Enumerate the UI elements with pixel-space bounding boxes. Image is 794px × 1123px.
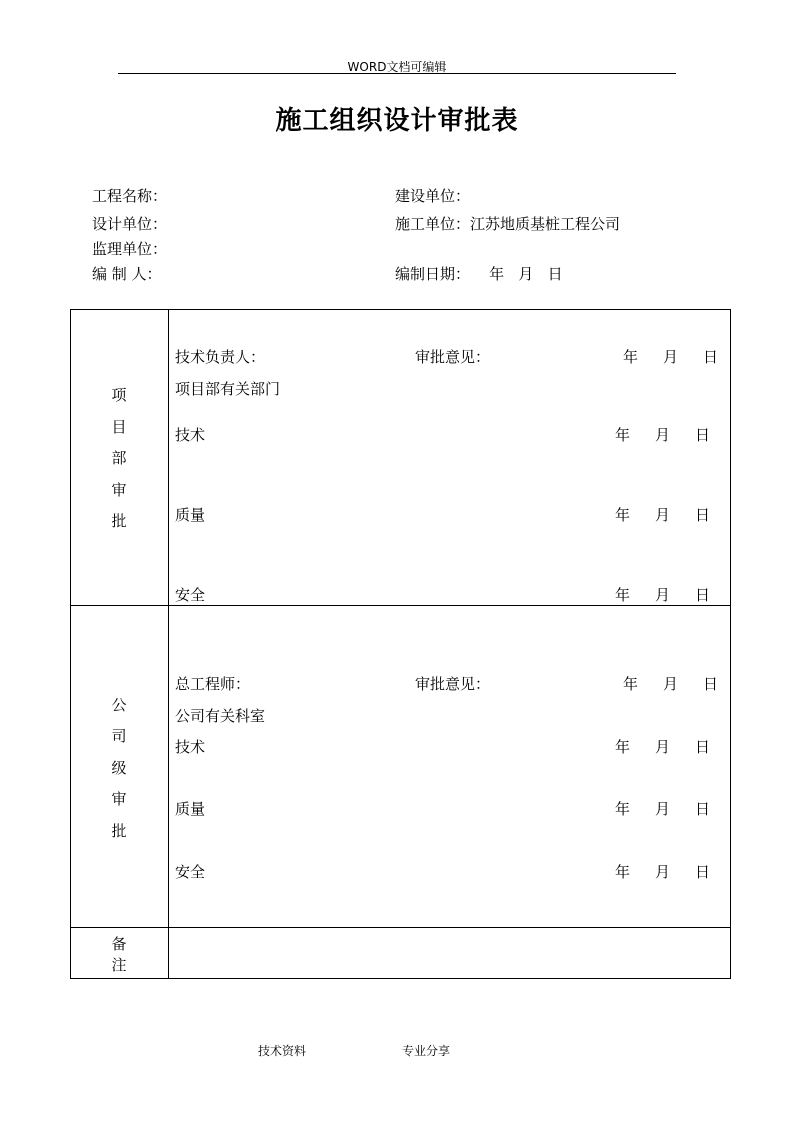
company-label-char: 公 [111, 696, 127, 714]
date-day: 日 [695, 800, 711, 818]
date-day: 日 [695, 863, 711, 881]
project-label-char: 审 [111, 481, 127, 499]
contractor-label: 施工单位：江苏地质基桩工程公司 [395, 215, 621, 233]
project-name-label: 工程名称： [92, 187, 168, 205]
date-year: 年 [623, 348, 639, 366]
project-row-tech: 技术 [175, 426, 206, 444]
approval-table [70, 309, 731, 979]
date-year: 年 [615, 800, 631, 818]
date-year: 年 [615, 586, 631, 604]
table-column-divider [168, 309, 169, 978]
project-tech-lead-label: 技术负责人： [175, 348, 266, 366]
project-label-char: 项 [111, 386, 127, 404]
prep-date-label: 编制日期： 年 月 日 [395, 265, 563, 283]
date-day: 日 [703, 348, 719, 366]
date-year: 年 [623, 675, 639, 693]
footer-right-text: 专业分享 [402, 1044, 451, 1058]
supervisor-label: 监理单位： [92, 240, 168, 258]
company-row-tech: 技术 [175, 738, 206, 756]
date-month: 月 [663, 675, 679, 693]
project-row-quality: 质量 [175, 506, 206, 524]
date-month: 月 [655, 426, 671, 444]
date-day: 日 [695, 426, 711, 444]
date-month: 月 [655, 738, 671, 756]
header-rule [118, 73, 676, 74]
project-label-char: 部 [111, 449, 127, 467]
date-month: 月 [655, 586, 671, 604]
date-month: 月 [655, 800, 671, 818]
designer-label: 设计单位： [92, 215, 168, 233]
company-label-char: 级 [111, 759, 127, 777]
project-label-char: 批 [111, 512, 127, 530]
page-title: 施工组织设计审批表 [275, 106, 519, 136]
preparer-label: 编 制 人： [92, 265, 162, 283]
date-day: 日 [703, 675, 719, 693]
project-dept-label: 项目部有关部门 [175, 380, 281, 398]
footer-left-text: 技术资料 [258, 1044, 307, 1058]
project-label-char: 目 [111, 418, 127, 436]
page-header-text: WORD文档可编辑 [347, 60, 447, 74]
table-row-divider-1 [70, 605, 730, 606]
date-month: 月 [655, 863, 671, 881]
client-label: 建设单位： [395, 187, 471, 205]
company-chief-label: 总工程师： [175, 675, 251, 693]
company-opinion-label: 审批意见： [415, 675, 491, 693]
date-day: 日 [695, 738, 711, 756]
date-year: 年 [615, 506, 631, 524]
company-row-safety: 安全 [175, 863, 206, 881]
date-day: 日 [695, 586, 711, 604]
project-opinion-label: 审批意见： [415, 348, 491, 366]
company-label-char: 审 [111, 790, 127, 808]
company-row-quality: 质量 [175, 800, 206, 818]
date-year: 年 [615, 426, 631, 444]
project-row-safety: 安全 [175, 586, 206, 604]
company-label-char: 司 [111, 727, 127, 745]
table-row-divider-2 [70, 927, 730, 928]
remarks-label-char: 注 [111, 956, 127, 974]
date-year: 年 [615, 738, 631, 756]
date-month: 月 [655, 506, 671, 524]
date-day: 日 [695, 506, 711, 524]
date-month: 月 [663, 348, 679, 366]
company-dept-label: 公司有关科室 [175, 707, 266, 725]
remarks-label-char: 备 [111, 935, 127, 953]
company-label-char: 批 [111, 822, 127, 840]
remarks-content-area [170, 929, 728, 976]
date-year: 年 [615, 863, 631, 881]
